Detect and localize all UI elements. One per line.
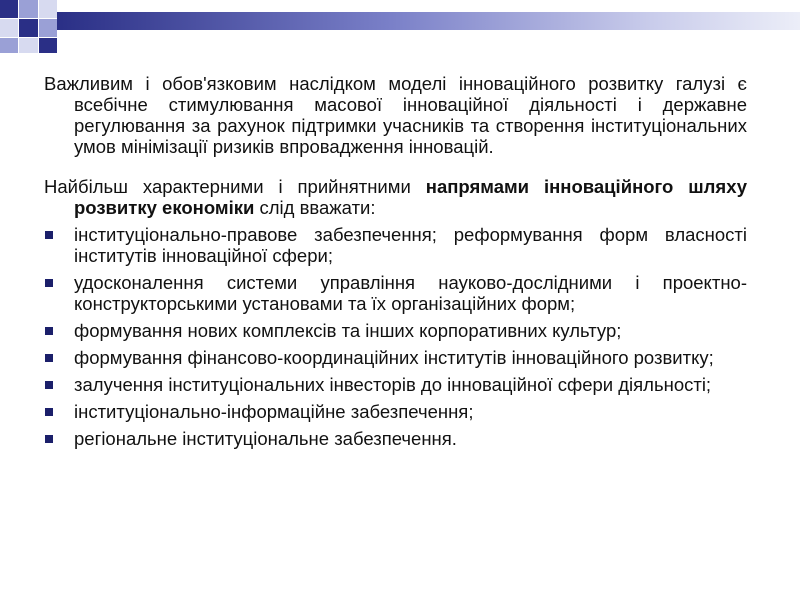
intro-paragraph [44,176,747,218]
list-item-text: удосконалення системи управління науково-дослідними і проектно-конструкторськими установами та їх організаційних форм; [74,271,747,314]
list-item [44,320,747,341]
list-item-text: інституціонально-інформаційне забезпечення; [74,400,474,422]
slide-body [44,73,747,455]
square-bullet-icon [45,354,53,362]
corner-square [39,38,57,53]
intro-text-start: Найбільш характерними і прийнятними [44,175,426,197]
body-paragraph: Важливим і обов'язковим наслідком моделі інноваційного розвитку галузі є всебічне стимулювання масової інноваційної діяльності і державне регулювання за рахунок підтримки учасників та створення інституціональних умов мінімізації ризиків впровадження інновацій. [44,73,747,157]
corner-square [19,38,38,53]
square-bullet-icon [45,279,53,287]
list-item [44,347,747,368]
list-item-text: формування фінансово-координаційних інститутів інноваційного розвитку; [74,346,714,368]
intro-emphasis: напрямами інноваційного шляху розвитку економіки [74,175,748,218]
corner-square [39,19,57,37]
square-bullet-icon [45,435,53,443]
corner-square [19,19,38,37]
list-item-text: інституціонально-правове забезпечення; реформування форм власності інститутів інноваційної сфери; [74,223,747,266]
list-item [44,272,747,314]
intro-text-end: слід вважати: [254,196,376,218]
corner-square [0,38,18,53]
header-gradient-band [57,12,800,30]
list-item [44,224,747,266]
list-item-text: формування нових комплексів та інших корпоративних культур; [74,319,622,341]
corner-square [19,0,38,18]
list-item-text: залучення інституціональних інвесторів до інноваційної сфери діяльності; [74,373,712,395]
square-bullet-icon [45,381,53,389]
square-bullet-icon [45,327,53,335]
corner-square [0,0,18,18]
list-item [44,374,747,395]
list-item-text: регіональне інституціональне забезпечення. [74,427,457,449]
corner-square [0,19,18,37]
list-item [44,428,747,449]
bullet-list [44,224,747,449]
square-bullet-icon [45,408,53,416]
list-item [44,401,747,422]
corner-square [39,0,57,18]
square-bullet-icon [45,231,53,239]
